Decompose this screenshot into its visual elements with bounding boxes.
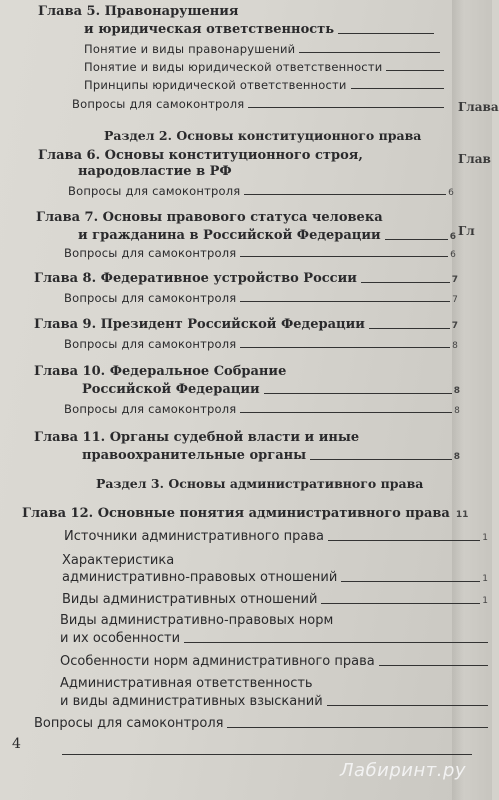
leader-dots xyxy=(338,32,434,34)
toc-entry-label: и их особенности xyxy=(60,631,181,646)
leader-dots xyxy=(328,539,480,541)
toc-entry-label: Виды административных отношений xyxy=(62,592,318,607)
toc-section-3-title: Раздел 3. Основы административного права xyxy=(96,476,424,491)
page-ref: 1 xyxy=(482,533,488,543)
toc-chapter-11[interactable] xyxy=(34,430,359,445)
toc-chapter-8-title: Глава 8. Федеративное устройство России xyxy=(34,271,357,286)
next-page-edge xyxy=(449,0,499,800)
toc-chapter-8[interactable] xyxy=(34,271,458,286)
watermark-text: Лабиринт.ру xyxy=(340,760,467,781)
page-number: 4 xyxy=(12,736,21,752)
toc-entry[interactable] xyxy=(84,78,444,92)
toc-chapter-5-title: Глава 5. Правонарушения xyxy=(38,4,239,19)
edge-text-2: Глав xyxy=(458,152,491,166)
toc-entry-label: Виды административно-правовых норм xyxy=(60,613,334,628)
toc-chapter-7-line2[interactable] xyxy=(78,228,456,243)
toc-entry-label: Понятие и виды юридической ответственности xyxy=(84,60,383,74)
toc-entry[interactable] xyxy=(64,402,460,416)
toc-section-3[interactable] xyxy=(96,476,423,491)
leader-dots xyxy=(327,704,488,706)
toc-entry-label: Вопросы для самоконтроля xyxy=(64,402,237,416)
toc-chapter-9[interactable] xyxy=(34,317,458,332)
toc-chapter-10-title: Глава 10. Федеральное Собрание xyxy=(34,364,287,379)
leader-dots xyxy=(240,346,450,348)
toc-entry[interactable] xyxy=(62,592,488,607)
toc-entry[interactable] xyxy=(72,97,444,111)
page-ref: 7 xyxy=(451,275,458,285)
toc-entry-label: Вопросы для самоконтроля xyxy=(68,184,241,198)
toc-entry[interactable] xyxy=(64,246,456,260)
toc-entry[interactable] xyxy=(64,291,458,305)
toc-entry-label: Принципы юридической ответственности xyxy=(84,78,347,92)
toc-entry-label: Административная ответственность xyxy=(60,676,313,691)
page-ref: 1 xyxy=(482,574,488,584)
page-ref: 1 xyxy=(482,596,488,606)
toc-entry-label: и виды административных взысканий xyxy=(60,694,323,709)
toc-entry-label: Вопросы для самоконтроля xyxy=(72,97,245,111)
toc-entry[interactable] xyxy=(34,716,488,731)
toc-chapter-7[interactable] xyxy=(36,210,383,225)
toc-entry-label: Источники административного права xyxy=(64,529,324,544)
toc-section-2[interactable] xyxy=(104,128,421,143)
page-ref: 8 xyxy=(452,341,458,351)
toc-entry[interactable] xyxy=(60,631,488,646)
leader-dots xyxy=(321,602,480,604)
toc-chapter-5-title-2: и юридическая ответственность xyxy=(84,22,335,37)
toc-chapter-10[interactable] xyxy=(34,364,286,379)
watermark-logo xyxy=(340,760,466,781)
leader-dots xyxy=(264,392,452,394)
toc-entry[interactable] xyxy=(64,337,458,351)
toc-entry-line1[interactable] xyxy=(62,553,174,568)
toc-chapter-9-title: Глава 9. Президент Российской Федерации xyxy=(34,317,365,332)
leader-dots xyxy=(248,106,444,108)
leader-dots xyxy=(351,87,444,89)
page-ref: 6 xyxy=(449,232,456,242)
leader-dots xyxy=(184,641,488,643)
leader-dots xyxy=(341,580,480,582)
toc-chapter-6[interactable] xyxy=(38,148,363,163)
page-ref: 8 xyxy=(453,386,460,396)
toc-entry-label: Вопросы для самоконтроля xyxy=(64,337,237,351)
toc-entry[interactable] xyxy=(62,570,488,585)
leader-dots xyxy=(386,69,444,71)
toc-chapter-7-title: Глава 7. Основы правового статуса человека xyxy=(36,210,383,225)
leader-dots xyxy=(240,411,452,413)
page-ref: 8 xyxy=(454,406,460,416)
toc-entry[interactable] xyxy=(60,694,488,709)
toc-section-2-title: Раздел 2. Основы конституционного права xyxy=(104,128,422,143)
leader-dots xyxy=(385,238,448,240)
page-ref: 7 xyxy=(452,295,458,305)
toc-entry-label: Понятие и виды правонарушений xyxy=(84,42,296,56)
toc-entry[interactable] xyxy=(64,529,488,544)
toc-chapter-11-line2[interactable] xyxy=(82,448,460,463)
toc-chapter-6-line2[interactable] xyxy=(78,164,232,179)
leader-dots xyxy=(369,327,450,329)
toc-chapter-7-title-2: и гражданина в Российской Федерации xyxy=(78,228,381,243)
toc-chapter-12[interactable] xyxy=(22,506,490,521)
toc-entry-label: Вопросы для самоконтроля xyxy=(34,716,224,731)
leader-dots xyxy=(227,726,488,728)
toc-entry-label: Характеристика xyxy=(62,553,175,568)
toc-chapter-12-title: Глава 12. Основные понятия административного права xyxy=(22,506,450,521)
toc-chapter-10-title-2: Российской Федерации xyxy=(82,382,260,397)
toc-entry-line1[interactable] xyxy=(60,613,333,628)
toc-entry[interactable] xyxy=(60,654,488,669)
page-ref: 6 xyxy=(448,188,454,198)
toc-entry-label: Вопросы для самоконтроля xyxy=(64,246,237,260)
toc-chapter-10-line2[interactable] xyxy=(82,382,460,397)
edge-text-1: Глава xyxy=(458,100,499,114)
page-ref: 8 xyxy=(453,452,460,462)
leader-dots xyxy=(240,300,450,302)
toc-entry[interactable] xyxy=(84,60,444,74)
toc-entry-label: Вопросы для самоконтроля xyxy=(64,291,237,305)
toc-entry-label: Особенности норм административного права xyxy=(60,654,375,669)
toc-chapter-11-title-2: правоохранительные органы xyxy=(82,448,307,463)
leader-dots xyxy=(244,193,446,195)
toc-chapter-5[interactable] xyxy=(38,4,239,19)
leader-dots xyxy=(299,51,440,53)
leader-dots xyxy=(379,664,488,666)
leader-dots xyxy=(310,458,452,460)
edge-text-3: Гл xyxy=(458,224,475,238)
toc-chapter-11-title: Глава 11. Органы судебной власти и иные xyxy=(34,430,360,445)
leader-dots xyxy=(361,281,450,283)
page-ref: 6 xyxy=(450,250,456,260)
toc-entry-line1[interactable] xyxy=(60,676,313,691)
footer-rule xyxy=(62,754,472,755)
toc-entry[interactable] xyxy=(68,184,454,198)
toc-chapter-6-title: Глава 6. Основы конституционного строя, xyxy=(38,148,363,163)
toc-entry-label: административно-правовых отношений xyxy=(62,570,338,585)
toc-chapter-5-line2[interactable] xyxy=(84,22,434,37)
leader-dots xyxy=(240,255,448,257)
toc-chapter-6-title-2: народовластие в РФ xyxy=(78,164,232,179)
toc-entry[interactable] xyxy=(84,42,440,56)
page-ref: 11 xyxy=(455,510,469,520)
page-ref: 7 xyxy=(451,321,458,331)
